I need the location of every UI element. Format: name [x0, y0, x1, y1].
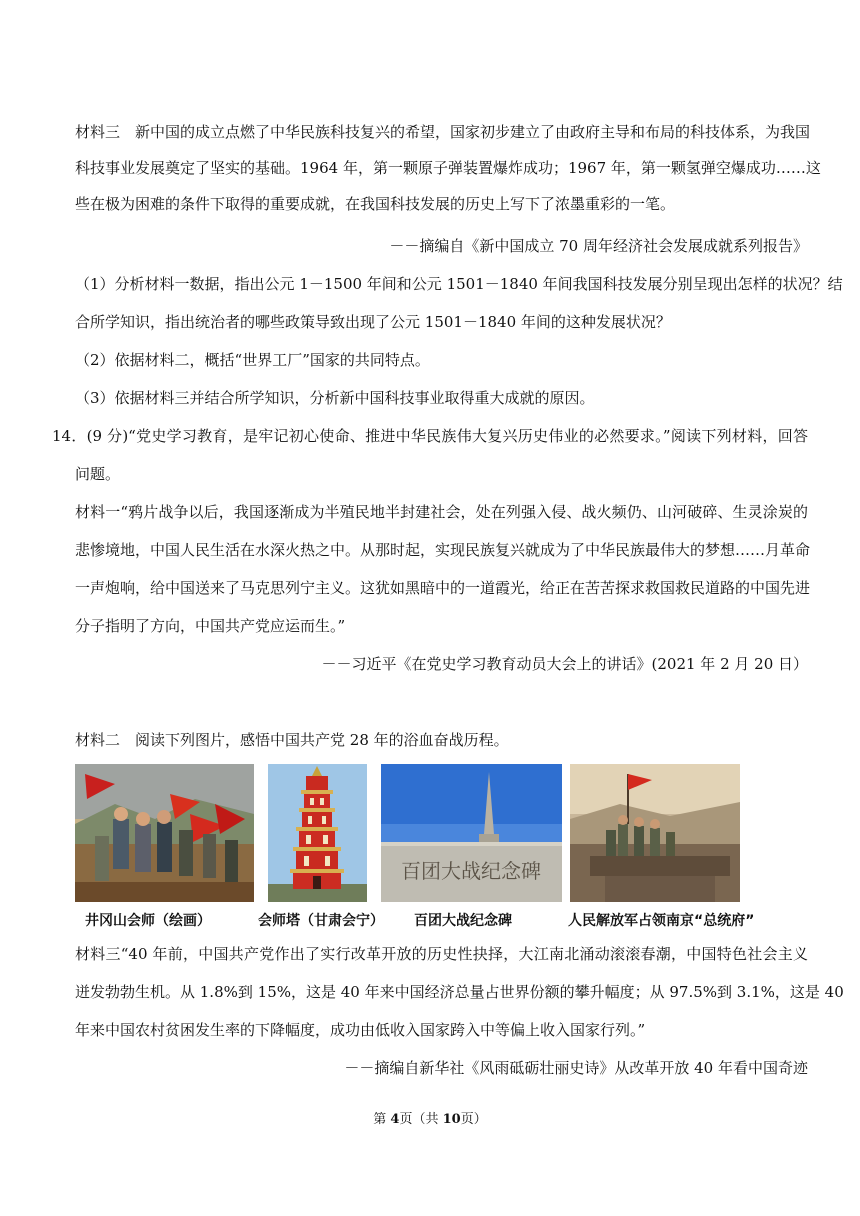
- footer-mid: 页（共: [399, 1112, 443, 1127]
- footer-page-number: 4: [390, 1112, 400, 1127]
- q14-material3-line3: 年来中国农村贫困发生率的下降幅度，成功由低收入国家跨入中等偏上收入国家行列。”: [75, 1021, 646, 1039]
- caption-jinggangshan: 井冈山会师（绘画）: [85, 913, 211, 929]
- q14-stem-line1: 14．(9 分)“党史学习教育，是牢记初心使命、推进中华民族伟大复兴历史伟业的必然要求。”阅读下列材料，回答: [52, 427, 808, 445]
- q14-material1-line4: 分子指明了方向，中国共产党应运而生。”: [75, 617, 346, 635]
- page-footer: [0, 1108, 860, 1127]
- caption-hundred-regiments: 百团大战纪念碑: [414, 913, 512, 929]
- monument-inscription: 百团大战纪念碑: [401, 859, 541, 883]
- q14-material3-line2: 迸发勃勃生机。从 1.8%到 15%，这是 40 年来中国经济总量占世界份额的攀升幅度；从 97.5%到 3.1%，这是 40: [75, 983, 844, 1001]
- q14-material1-source: －－习近平《在党史学习教育动员大会上的讲话》(2021 年 2 月 20 日）: [321, 655, 808, 673]
- footer-prefix: 第: [373, 1112, 391, 1127]
- huishi-tower-image: [268, 764, 367, 902]
- q13-question2: （2）依据材料二，概括“世界工厂”国家的共同特点。: [75, 351, 430, 369]
- q14-material1-line1: 材料一“鸦片战争以后，我国逐渐成为半殖民地半封建社会，处在列强入侵、战火频仍、山河破碎、生灵涂炭的: [75, 503, 808, 521]
- q13-question1-line1: （1）分析材料一数据，指出公元 1－1500 年间和公元 1501－1840 年间我国科技发展分别呈现出怎样的状况？结: [75, 275, 843, 293]
- nanjing-presidential-palace-image: [570, 764, 740, 902]
- material3-line-3: 些在极为困难的条件下取得的重要成就，在我国科技发展的历史上写下了浓墨重彩的一笔。: [75, 195, 676, 213]
- material3-line-2: 科技事业发展奠定了坚实的基础。1964 年，第一颗原子弹装置爆炸成功；1967 年，第一颗氢弹空爆成功……这: [75, 159, 821, 177]
- q13-question1-line2: 合所学知识，指出统治者的哪些政策导致出现了公元 1501－1840 年间的这种发展状况？: [75, 313, 671, 331]
- footer-total-pages: 10: [442, 1112, 461, 1127]
- caption-nanjing: 人民解放军占领南京“总统府”: [568, 913, 755, 929]
- q13-question3: （3）依据材料三并结合所学知识，分析新中国科技事业取得重大成就的原因。: [75, 389, 595, 407]
- q14-material3-line1: 材料三“40 年前，中国共产党作出了实行改革开放的历史性抉择，大江南北涌动滚滚春潮，中国特色社会主义: [75, 945, 808, 963]
- footer-suffix: 页）: [460, 1112, 487, 1127]
- material3-source: －－摘编自《新中国成立 70 周年经济社会发展成就系列报告》: [389, 237, 808, 255]
- q14-material2-intro: 材料二 阅读下列图片，感悟中国共产党 28 年的浴血奋战历程。: [75, 731, 509, 749]
- caption-huishi-tower: 会师塔（甘肃会宁）: [258, 913, 384, 929]
- jinggangshan-painting-image: [75, 764, 254, 902]
- material3-line-1: 材料三 新中国的成立点燃了中华民族科技复兴的希望，国家初步建立了由政府主导和布局的科技体系，为我国: [75, 123, 811, 141]
- q14-material1-line3: 一声炮响，给中国送来了马克思列宁主义。这犹如黑暗中的一道霞光，给正在苦苦探求救国救民道路的中国先进: [75, 579, 811, 597]
- q14-material1-line2: 悲惨境地，中国人民生活在水深火热之中。从那时起，实现民族复兴就成为了中华民族最伟大的梦想……月革命: [75, 541, 811, 559]
- q14-stem-line2: 问题。: [75, 465, 121, 483]
- q14-material3-source: －－摘编自新华社《风雨砥砺壮丽史诗》从改革开放 40 年看中国奇迹: [344, 1059, 808, 1077]
- hundred-regiments-memorial-image: [381, 764, 562, 902]
